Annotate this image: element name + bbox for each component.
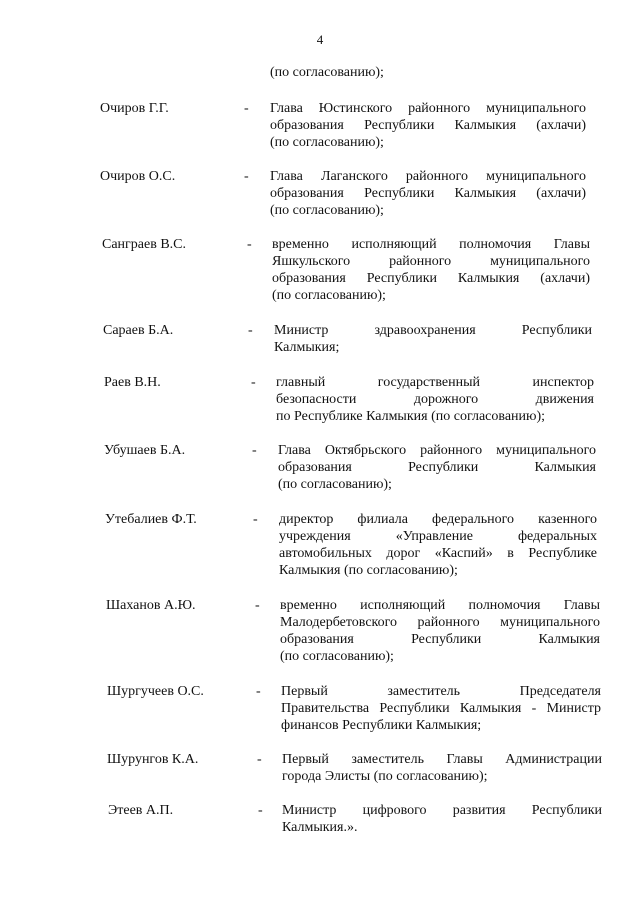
position-line: директор филиала федерального казенного (279, 512, 597, 527)
position-line: города Элисты (по согласованию); (282, 769, 488, 784)
member-position (274, 322, 592, 356)
position-line: Калмыкия (по согласованию); (279, 563, 458, 578)
position-line: временно исполняющий полномочия Главы (272, 237, 590, 252)
position-line: учреждения «Управление федеральных (279, 529, 597, 544)
dash-separator: - (257, 752, 262, 767)
member-name: Убушаев Б.А. (104, 443, 186, 458)
dash-separator: - (244, 169, 249, 184)
member-name: Санграев В.С. (102, 237, 186, 252)
position-line: (по согласованию); (270, 135, 384, 150)
member-position (272, 236, 590, 304)
dash-separator: - (258, 803, 263, 818)
member-position (270, 168, 586, 219)
position-line: Глава Юстинского районного муниципального (270, 101, 586, 116)
member-position (270, 100, 586, 151)
position-line: Первый заместитель Председателя (281, 684, 601, 699)
member-name: Шаханов А.Ю. (106, 598, 196, 613)
position-line: образования Республики Калмыкия (ахлачи) (270, 118, 586, 133)
position-line: образования Республики Калмыкия (280, 632, 600, 647)
dash-separator: - (253, 512, 258, 527)
position-line: безопасности дорожного движения (276, 392, 594, 407)
position-line: Калмыкия.». (282, 820, 358, 835)
member-name: Очиров Г.Г. (100, 101, 169, 116)
position-line: Первый заместитель Главы Администрации (282, 752, 602, 767)
page-number: 4 (316, 32, 324, 47)
position-line: (по согласованию); (272, 288, 386, 303)
position-line: Яшкульского районного муниципального (272, 254, 590, 269)
position-line: по Республике Калмыкия (по согласованию); (276, 409, 546, 424)
dash-separator: - (255, 598, 260, 613)
member-name: Раев В.Н. (104, 375, 161, 390)
position-line: образования Республики Калмыкия (ахлачи) (270, 186, 586, 201)
position-line: финансов Республики Калмыкия; (281, 718, 482, 733)
dash-separator: - (252, 443, 257, 458)
position-line: главный государственный инспектор (276, 375, 594, 390)
member-name: Утебалиев Ф.Т. (105, 512, 197, 527)
member-position (282, 802, 602, 836)
member-position (278, 442, 596, 493)
position-line: автомобильных дорог «Каспий» в Республике (279, 546, 597, 561)
position-line: (по согласованию); (278, 477, 392, 492)
dash-separator: - (251, 375, 256, 390)
dash-separator: - (247, 237, 252, 252)
continuation-text: (по согласованию); (270, 65, 384, 80)
position-line: (по согласованию); (270, 203, 384, 218)
member-position (281, 683, 601, 734)
dash-separator: - (248, 323, 253, 338)
position-line: Малодербетовского районного муниципального (280, 615, 600, 630)
position-line: Правительства Республики Калмыкия - Министр (281, 701, 601, 716)
position-line: (по согласованию); (280, 649, 394, 664)
dash-separator: - (256, 684, 261, 699)
member-name: Сараев Б.А. (103, 323, 174, 338)
position-line: временно исполняющий полномочия Главы (280, 598, 600, 613)
position-line: Министр здравоохранения Республики (274, 323, 592, 338)
position-line: образования Республики Калмыкия (ахлачи) (272, 271, 590, 286)
member-name: Этеев А.П. (108, 803, 174, 818)
position-line: Министр цифрового развития Республики (282, 803, 602, 818)
position-line: Калмыкия; (274, 340, 340, 355)
member-position (282, 751, 602, 785)
dash-separator: - (244, 101, 249, 116)
position-line: образования Республики Калмыкия (278, 460, 596, 475)
member-position (276, 374, 594, 425)
member-name: Шургучеев О.С. (107, 684, 204, 699)
position-line: Глава Лаганского районного муниципального (270, 169, 586, 184)
member-position (279, 511, 597, 579)
position-line: Глава Октябрьского районного муниципального (278, 443, 596, 458)
member-name: Шурунгов К.А. (107, 752, 199, 767)
member-name: Очиров О.С. (100, 169, 176, 184)
member-position (280, 597, 600, 665)
